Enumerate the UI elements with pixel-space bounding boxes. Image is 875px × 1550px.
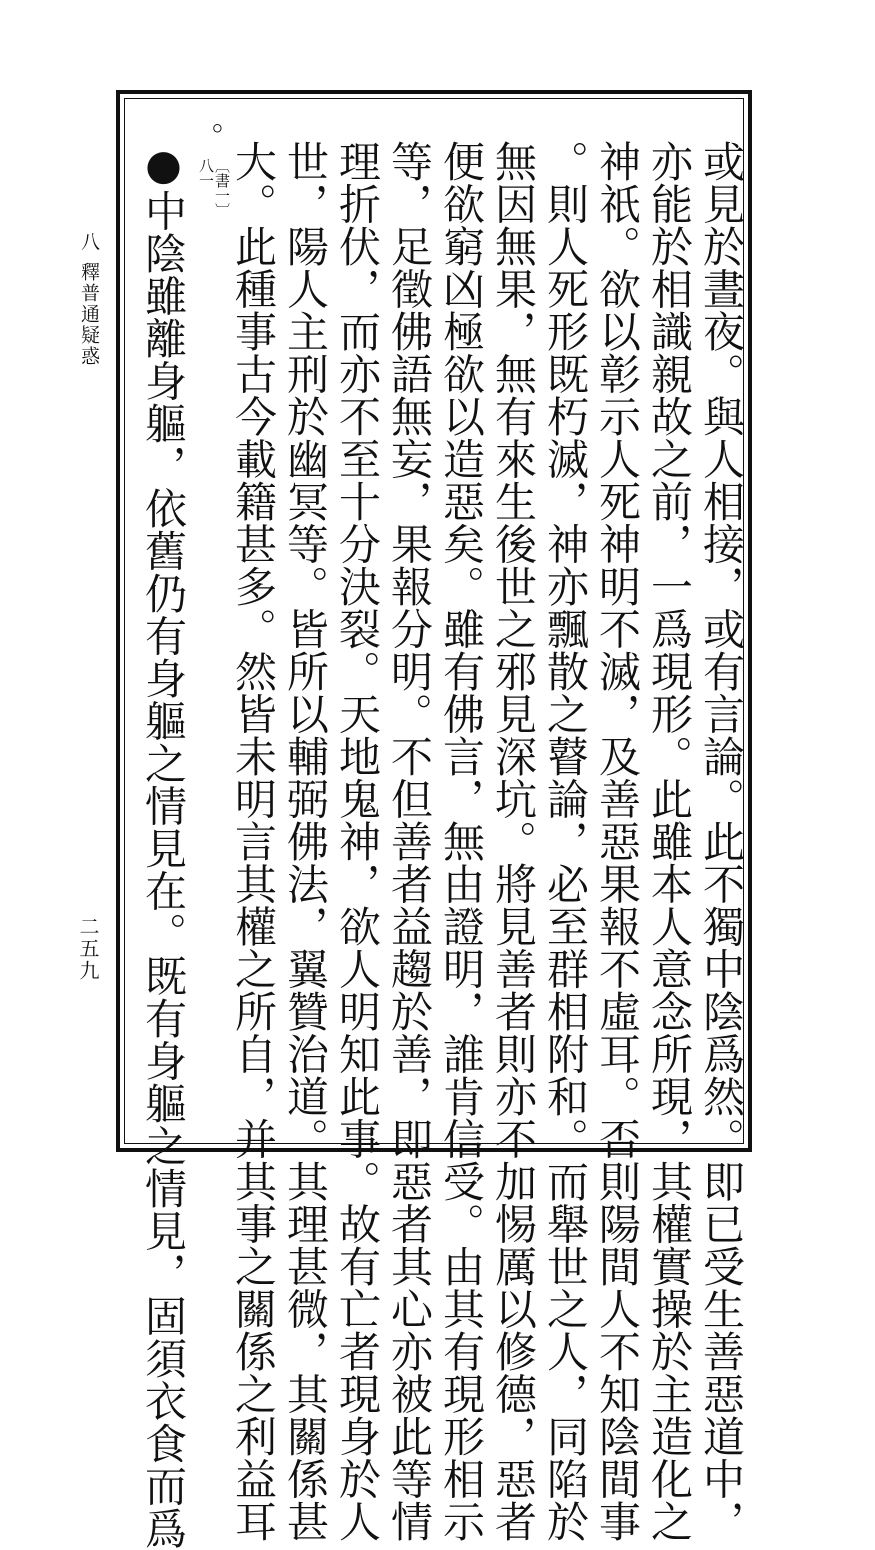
text-column-10: 大。此種事古今載籍甚多。然皆未明言其權之所自，并其事之關係之利益耳: [229, 140, 278, 1543]
text-column-3: 神祇。欲以彰示人死神明不滅，及善惡果報不虛耳。否則陽間人不知陰間事: [593, 140, 642, 1543]
text-column-11-end-mark: 。: [188, 122, 223, 153]
text-column-12: ●中陰雖離身軀，依舊仍有身軀之情見在。既有身軀之情見，固須衣食而爲: [139, 140, 188, 1550]
citation-note-number: 八一: [197, 158, 215, 188]
text-column-1: 或見於晝夜。與人相接，或有言論。此不獨中陰爲然。即已受生善惡道中，: [697, 140, 746, 1543]
text-column-5: 無因無果，無有來生後世之邪見深坑。將見善者則亦不加惕厲以修德，惡者: [489, 140, 538, 1543]
text-column-8: 理折伏，而亦不至十分決裂。天地鬼神，欲人明知此事。故有亡者現身於人: [333, 140, 382, 1543]
text-column-2: 亦能於相識親故之前，一爲現形。此雖本人意念所現，其權實操於主造化之: [645, 140, 694, 1543]
chapter-number: 八: [78, 232, 100, 253]
text-column-7: 等，足徵佛語無妄，果報分明。不但善者益趨於善，即惡者其心亦被此等情: [385, 140, 434, 1543]
citation-note-title: 〔書一〕: [213, 158, 231, 218]
text-column-4: 。則人死形既朽滅，神亦飄散之瞽論，必至群相附和。而舉世之人，同陷於: [541, 140, 590, 1543]
page-number: 二五九: [76, 916, 100, 982]
text-column-6: 便欲窮凶極欲以造惡矣。雖有佛言，無由證明，誰肯信受。由其有現形相示: [437, 140, 486, 1543]
text-column-9: 世，陽人主刑於幽冥等。皆所以輔弼佛法，翼贊治道。其理甚微，其關係甚: [281, 140, 330, 1543]
running-title: 釋普通疑惑: [78, 262, 100, 367]
